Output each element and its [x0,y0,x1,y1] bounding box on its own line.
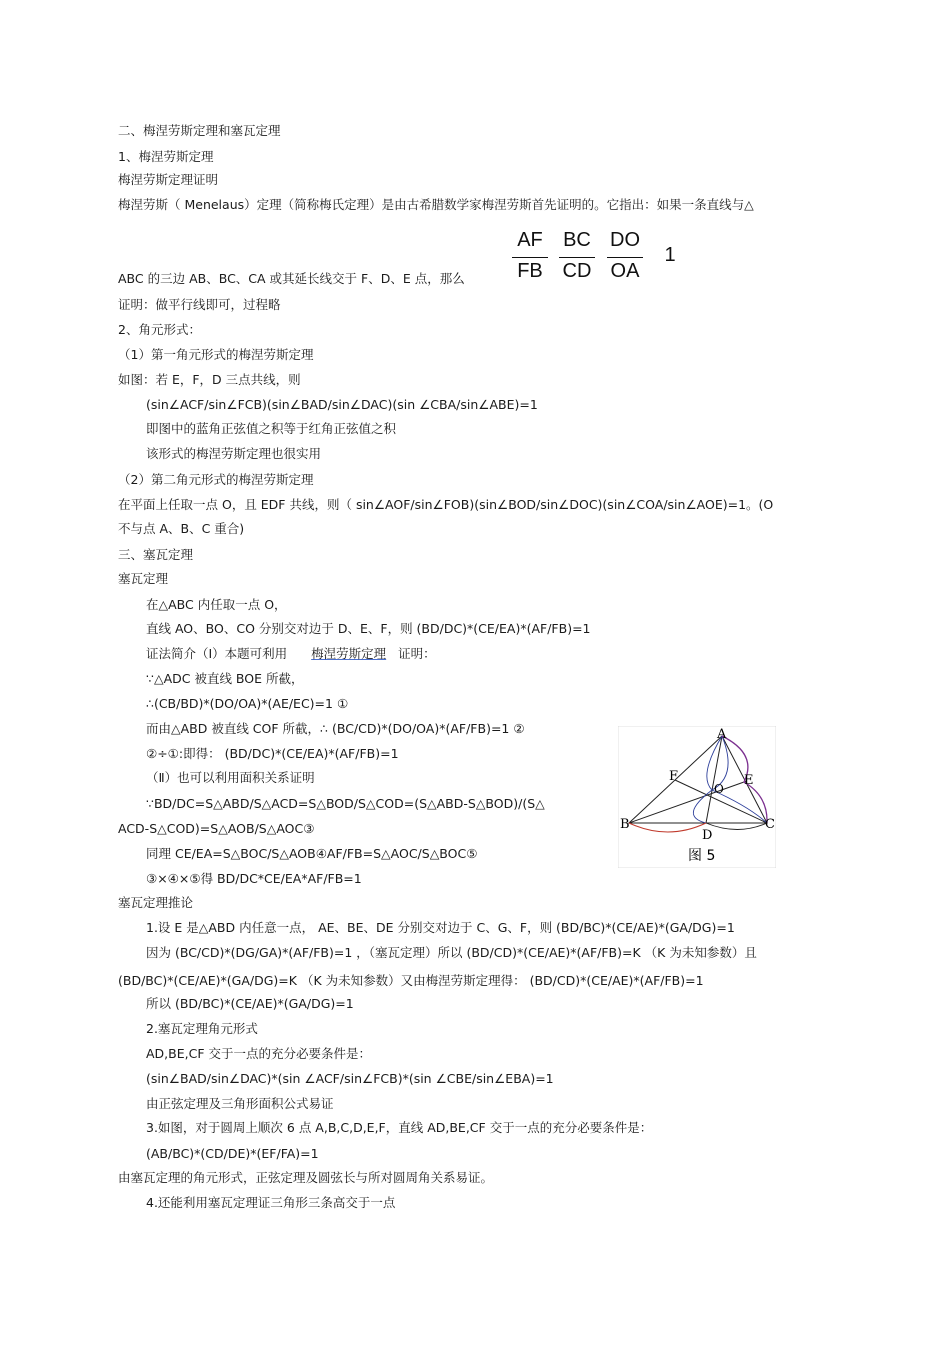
text-line: 在平面上任取一点 O，且 EDF 共线，则（ sin∠AOF/sin∠FOB)(sin∠BOD/sin∠DOC)(sin∠COA/sin∠AOE)=1。(O [118,497,774,512]
text-line: ABC 的三边 AB、BC、CA 或其延长线交于 F、D、E 点，那么 [118,271,465,286]
ceva-figure [618,726,776,868]
text-line: 由塞瓦定理的角元形式，正弦定理及圆弦长与所对圆周角关系易证。 [118,1170,494,1185]
section-heading: 二、梅涅劳斯定理和塞瓦定理 [118,123,281,138]
label-c: C [765,817,775,832]
text-line: 梅涅劳斯定理证明 [118,172,219,187]
figure-caption: 图 5 [688,848,716,864]
frac-denominator: OA [610,260,640,282]
label-e: E [744,773,754,788]
text-line: （1）第一角元形式的梅涅劳斯定理 [118,347,314,362]
text-line: 2.塞瓦定理角元形式 [146,1021,258,1036]
text-line [146,646,436,662]
text-line: 由正弦定理及三角形面积公式易证 [146,1096,334,1111]
text-line: 塞瓦定理 [118,571,169,586]
frac-bar [559,257,595,258]
label-d: D [702,828,713,843]
text-line: 同理 CE/EA=S△BOC/S△AOB④AF/FB=S△AOC/S△BOC⑤ [146,846,478,861]
menelaus-formula [510,229,690,289]
text-line: 所以 (BD/BC)*(CE/AE)*(GA/DG)=1 [146,996,354,1011]
subsection-heading: 1、梅涅劳斯定理 [118,149,214,164]
frac-bar [512,257,548,258]
frac-denominator: FB [517,260,543,282]
text-line: 而由△ABD 被直线 COF 所截，∴ (BC/CD)*(DO/OA)*(AF/FB)=1 ② [146,721,525,736]
text-line: ∵BD/DC=S△ABD/S△ACD=S△BOD/S△COD=(S△ABD-S△BOD)/(S△ [146,796,545,811]
text-line: 即图中的蓝角正弦值之积等于红角正弦值之积 [146,421,397,436]
menelaus-link[interactable]: 梅涅劳斯定理 [311,646,387,661]
label-f: F [669,769,679,784]
frac-bar [607,257,643,258]
text-line: 该形式的梅涅劳斯定理也很实用 [146,446,322,461]
text-line: 直线 AO、BO、CO 分别交对边于 D、E、F，则 (BD/DC)*(CE/EA)*(AF/FB)=1 [146,621,591,636]
frac-numerator: AF [517,229,543,251]
text-line: 4.还能利用塞瓦定理证三角形三条高交于一点 [146,1195,396,1210]
text-line: ACD-S△COD)=S△AOB/S△AOC③ [118,821,315,836]
formula-rhs: 1 [664,244,676,266]
text-line: 3.如图，对于圆周上顺次 6 点 A,B,C,D,E,F，直线 AD,BE,CF 交于一点的充分必要条件是： [146,1120,653,1135]
text-line: 梅涅劳斯（ Menelaus）定理（简称梅氏定理）是由古希腊数学家梅涅劳斯首先证明的。它指出：如果一条直线与△ [118,197,754,212]
text-line: 不与点 A、B、C 重合) [118,521,245,536]
text-line: （Ⅱ）也可以利用面积关系证明 [146,770,315,785]
formula-line: (sin∠BAD/sin∠DAC)*(sin ∠ACF/sin∠FCB)*(sin ∠CBE/sin∠EBA)=1 [146,1071,554,1086]
text-line: ③×④×⑤得 BD/DC*CE/EA*AF/FB=1 [146,871,362,886]
text-line: AD,BE,CF 交于一点的充分必要条件是： [146,1046,371,1061]
formula-line: (sin∠ACF/sin∠FCB)(sin∠BAD/sin∠DAC)(sin ∠CBA/sin∠ABE)=1 [146,397,538,412]
label-o: O [714,782,724,796]
text-line: 证明：做平行线即可，过程略 [118,297,281,312]
frac-numerator: BC [563,229,591,251]
section-heading: 三、塞瓦定理 [118,547,194,562]
text-line: ∴(CB/BD)*(DO/OA)*(AE/EC)=1 ① [146,696,349,711]
frac-denominator: CD [562,260,592,282]
text-segment: 证明： [398,646,436,661]
text-line: 在△ABC 内任取一点 O， [146,597,287,612]
text-line: 因为 (BC/CD)*(DG/GA)*(AF/FB)=1 ，（塞瓦定理）所以 (BD/CD)*(CE/AE)*(AF/FB)=K （K 为未知参数）且 [146,945,757,960]
text-line: 1.设 E 是△ABD 内任意一点， AE、BE、DE 分别交对边于 C、G、F，则 (BD/BC)*(CE/AE)*(GA/DG)=1 [146,920,735,935]
formula-line: (AB/BC)*(CD/DE)*(EF/FA)=1 [146,1146,319,1161]
text-line: (BD/BC)*(CE/AE)*(GA/DG)=K （K 为未知参数）又由梅涅劳斯定理得： (BD/CD)*(CE/AE)*(AF/FB)=1 [118,973,704,988]
text-line: ②÷①:即得： (BD/DC)*(CE/EA)*(AF/FB)=1 [146,746,399,761]
text-line: （2）第二角元形式的梅涅劳斯定理 [118,472,314,487]
text-line: ∵△ADC 被直线 BOE 所截， [146,671,304,686]
subsection-heading: 塞瓦定理推论 [118,895,194,910]
subsection-heading: 2、角元形式： [118,322,201,337]
text-line: 如图：若 E，F，D 三点共线，则 [118,372,301,387]
frac-numerator: DO [610,229,640,251]
label-a: A [717,727,727,742]
text-segment: 证法简介（Ⅰ）本题可利用 [146,646,288,661]
label-b: B [620,817,630,832]
